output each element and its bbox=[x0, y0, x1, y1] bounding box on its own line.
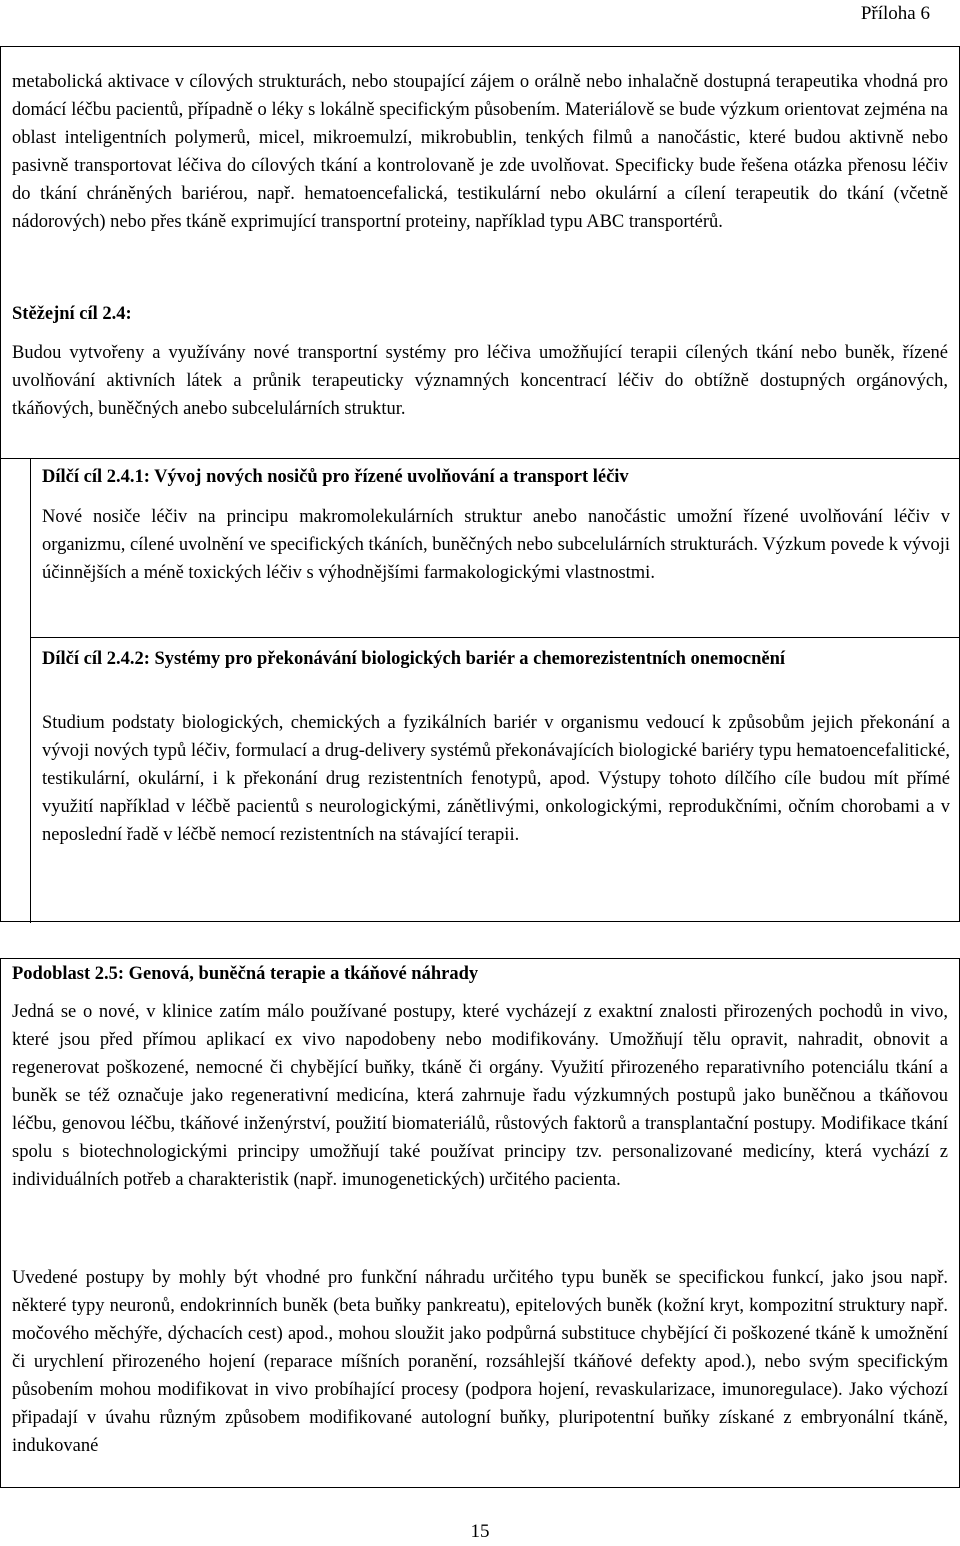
intro-paragraph: metabolická aktivace v cílových strukturách, nebo stoupající zájem o orálně nebo inhalačně dostupná terapeutika vhodná pro domácí léčbu pacientů, případně o léky s lokálně specifickým působením. Materiálově se bude výzkum orientovat zejména na oblast inteligentních polymerů, micel, mikroemulzí, mikrobublin, tenkých filmů a nanočástic, které budou aktivně nebo pasivně transportovat léčiva do cílových tkání a kontrolovaně je zde uvolňovat. Specificky bude řešena otázka přenosu léčiv do tkání chráněných bariérou, např. hematoencefalická, testikulární nebo okulární a cílení terapeutik do tkání (včetně nádorových) nebo přes tkáně exprimující transportní proteiny, například typu ABC transportérů. bbox=[12, 72, 948, 232]
subfield-heading: Podoblast 2.5: Genová, buněčná terapie a tkáňové náhrady bbox=[12, 964, 479, 984]
intro-paragraph-block bbox=[12, 68, 948, 236]
subgoal-1-text: Nové nosiče léčiv na principu makromolekulárních struktur anebo nanočástic umožní řízené uvolňování léčiv v organizmu, cílené uvolnění ve specifických tkáních, buněčných nebo subcelulárních strukturách. Výzkum povede k vývoji účinnějších a méně toxických léčiv s výhodnějšími farmakologickými vlastnostmi. bbox=[42, 507, 950, 583]
page-number: 15 bbox=[470, 1521, 490, 1542]
row-divider-stub bbox=[1, 458, 31, 459]
subfield-paragraph-1: Jedná se o nové, v klinice zatím málo používané postupy, které vycházejí z exaktní znalosti přirozených pochodů in vivo, které jsou před přímou aplikací ex vivo napodobeny nebo modifikovány. Umožňují tělu opravit, nahradit, obnovit a regenerovat poškozené, nemocné či chybějící buňky, tkáně či orgány. Využití přirozeného reparativního potenciálu tkání a buněk se též označuje jako regenerativní medicína, která zahrnuje řadu výzkumných postupů jako buněčnou a tkáňovou léčbu, genovou léčbu, tkáňové inženýrství, použití biomateriálů, růstových faktorů a transplantační postupy. Modifikace tkání spolu s biotechnologickými principy umožňují také používat principy tzv. personalizované medicíny, která vychází z individuálních potřeb a charakteristik (např. imunogenetických) určitého pacienta. bbox=[12, 1002, 948, 1190]
subfield-table bbox=[0, 958, 960, 1488]
goal-heading: Stěžejní cíl 2.4: bbox=[12, 304, 132, 324]
subfield-paragraph-2: Uvedené postupy by mohly být vhodné pro funkční náhradu určitého typu buněk se specifickou funkcí, jako jsou např. některé typy neuronů, endokrinních buněk (beta buňky pankreatu), epitelových buněk (kožní kryt, kompozitní struktury např. močového měchýře, dýchacích cest) apod., mohou sloužit jako podpůrná substituce chybějící či poškozené tkáně k umožnění či urychlení přirozeného hojení (reparace míšních poranění, rozsáhlejší tkáňové defekty apod.), nebo svým specifickým působením mohou modifikovat in vivo probíhající procesy (podpora hojení, revaskularizace, imunoregulace). Jako výchozí připadají v úvahu různým způsobem modifikované autologní buňky, pluripotentní buňky získané z embryonální tkáně, indukované bbox=[12, 1268, 948, 1456]
subgoal-2-heading: Dílčí cíl 2.4.2: Systémy pro překonávání biologických bariér a chemorezistentních onemocnění bbox=[42, 649, 786, 669]
appendix-label: Příloha 6 bbox=[860, 3, 930, 24]
goal-text: Budou vytvořeny a využívány nové transportní systémy pro léčiva umožňující terapii cílených tkání nebo buněk, řízené uvolňování aktivních látek a průnik terapeuticky významných koncentrací léčiv do obtížně dostupných orgánových, tkáňových, buněčných anebo subcelulárních struktur. bbox=[12, 343, 948, 419]
goal-heading-block bbox=[12, 300, 948, 328]
subgoal-2-text: Studium podstaty biologických, chemických a fyzikálních bariér v organismu vedoucí k způsobům jejich překonání a vývoji nových typů léčiv, formulací a drug-delivery systémů překonávajících biologické bariéry typu hematoencefalitické, testikulární, okulární, i k překonání drug rezistentních fenotypů, apod. Výstupy tohoto dílčího cíle budou mít přímé využití například v léčbě pacientů s neurologickými, zánětlivými, onkologickými, reprodukčními, očním chorobami a v neposlední řadě v léčbě nemocí rezistentních na stávající terapii. bbox=[42, 713, 950, 845]
subgoal-1-heading: Dílčí cíl 2.4.1: Vývoj nových nosičů pro řízené uvolňování a transport léčiv bbox=[42, 467, 629, 487]
objectives-table bbox=[0, 46, 960, 922]
goal-text-block bbox=[12, 339, 948, 423]
subgoal-2-cell bbox=[30, 637, 960, 923]
subgoal-1-cell bbox=[30, 458, 960, 638]
